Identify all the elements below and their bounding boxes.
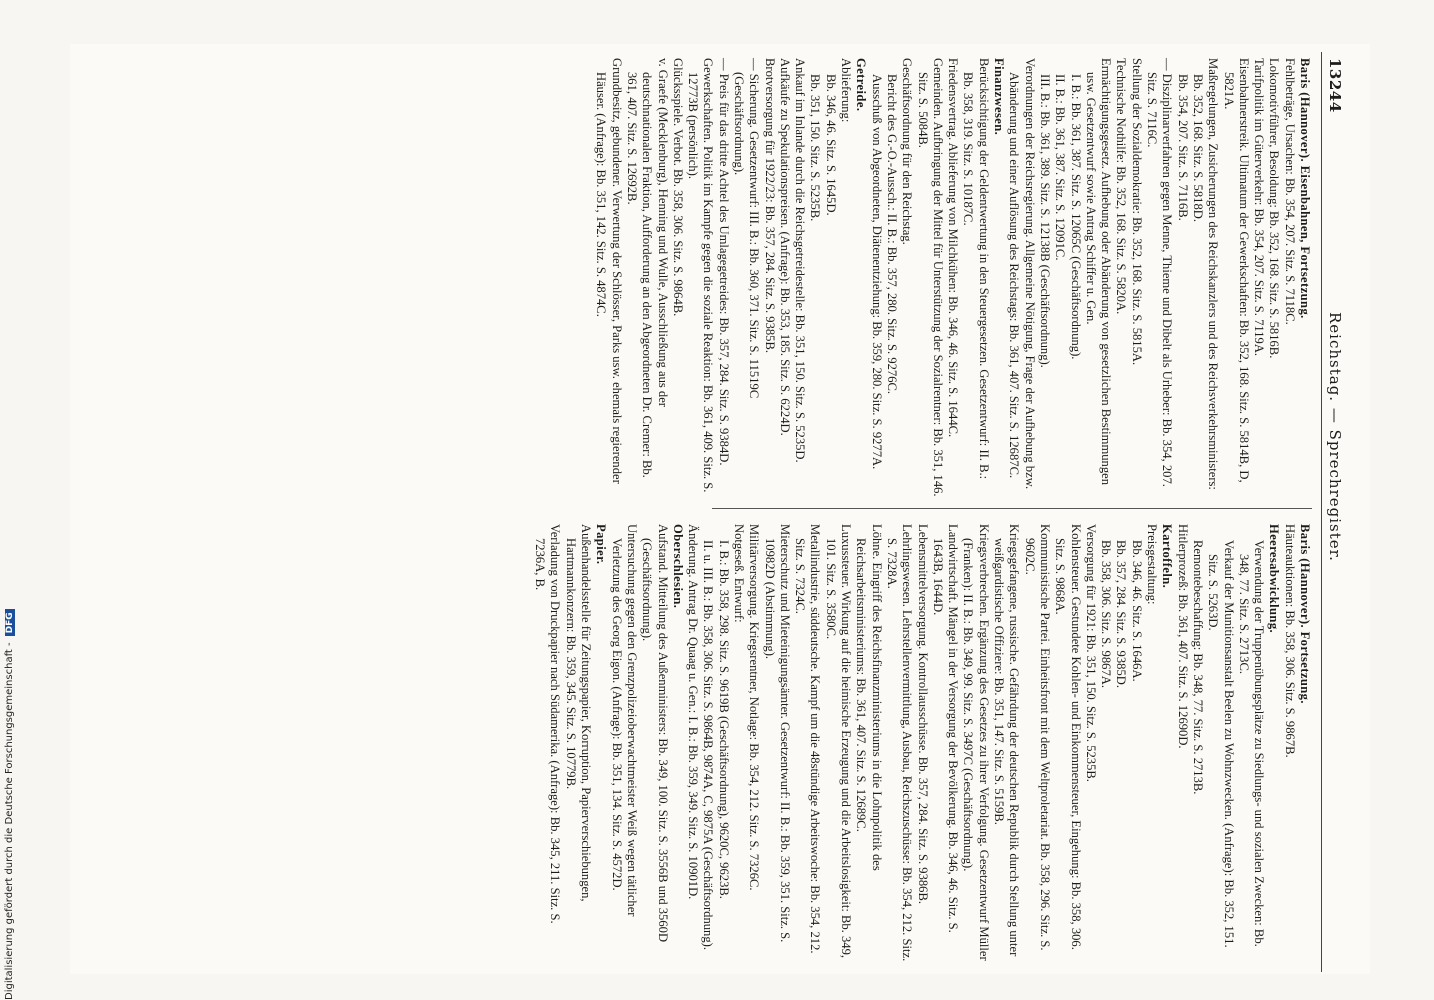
index-entry: Bb. 354, 207. Sitz. S. 7116B. — [1175, 74, 1190, 221]
index-heading: Papier. — [594, 524, 609, 565]
index-entry: Verkauf der Munitionsanstalt Beelen zu Wohnzwecken. (Anfrage): Bb. 352, 151. Sitz. S. 5263D. — [1206, 540, 1236, 948]
digitization-credit — [4, 400, 15, 1000]
index-entry: Kohlensteuer. Gestundete Kohlen- und Einkommensteuer, Eingehung: Bb. 358, 306. Sitz. S. 9868A. — [1053, 524, 1083, 950]
index-heading: Finanzwesen. — [992, 58, 1007, 136]
index-entry: — Preis für das dritte Achtel des Umlagegetreides: Bb. 357, 284. Sitz. S. 9384D. — [716, 58, 731, 466]
index-heading: Baris (Hannover). Fortsetzung. — [1298, 524, 1312, 704]
index-entry: Außenhandelsstelle für Zeitungspapier, Korruption, Papierverschiebungen, Hartmannkonzern: Bb. 359, 345. Sitz. S. 10779B. — [563, 524, 594, 902]
index-entry: Ablieferung: — [839, 58, 854, 123]
index-entry: Ankauf im Inlande durch die Reichsgetreidestelle: Bb. 351, 150. Sitz. S. 5235D. — [793, 58, 808, 463]
index-entry: Grundbesitz, gebundener. Verwertung der Schlösser, Parks usw. ehemals regierender Häuser. (Anfrage): Bb. 351, 142. Sitz. S. 4874C. — [594, 58, 624, 484]
index-entry: Löhne. Eingriff des Reichsfinanzministeriums in die Lohnpolitik des Reichsarbeitsministeriums: Bb. 361, 407. Sitz. S. 12689C. — [854, 524, 884, 871]
index-entry: Geschäftsordnung für den Reichstag. — [900, 58, 915, 245]
index-entry: Eisenbahnerstreik. Ultimatum der Gewerkschaften: Bb. 352, 168. Sitz. S. 5814B, D, 5821A. — [1221, 58, 1251, 483]
index-heading: Oberschlesien. — [670, 524, 685, 609]
index-entry: Häuteauktionen: Bb. 358, 306. Sitz. S. 9867B. — [1282, 524, 1297, 758]
index-entry: Gewerkschaften. Politik im Kampfe gegen die soziale Reaktion: Bb. 361, 409. Sitz. S. 12773B (persönlich). — [686, 58, 716, 493]
index-entry: — Sicherung. Gesetzentwurf: III. B.: Bb. 360, 371. Sitz. S. 11519C (Geschäftsordnung). — [732, 58, 762, 399]
index-entry: Bericht des G.-O.-Aussch.: II. B.: Bb. 357, 280. Sitz. S. 9276C. — [884, 74, 899, 395]
index-entry: Notgeseß. Entwurf: — [732, 524, 747, 623]
index-entry: Luxussteuer. Wirkung auf die heimische Erzeugung und die Arbeitslosigkeit: Bb. 349, 101. Sitz. S. 3580C. — [823, 524, 854, 959]
index-heading: Kartoffeln. — [1160, 524, 1175, 589]
right-column — [532, 524, 1312, 964]
index-entry: Brotversorgung für 1922/23: Bb. 357, 284. Sitz. S. 9385B. — [762, 58, 777, 354]
index-entry: Verordnungen der Reichsregierung. Allgemeine Nötigung, Frage der Aufhebung bzw. Abänderung und einer Auflösung des Reichstags: Bb. 361, 407. Sitz. S. 12687C. — [1007, 58, 1037, 490]
index-entry: III. B.: Bb. 361, 389. Sitz. S. 12138B (Geschäftsordnung). — [1037, 74, 1052, 368]
index-heading: Baris (Hannover). Eisenbahnen, Fortsetzung. — [1298, 58, 1312, 319]
index-entry: Stellung der Sozialdemokratie: Bb. 352, 168. Sitz. S. 5815A. — [1129, 58, 1144, 366]
index-entry: Bb. 346, 46. Sitz. S. 1645D. — [823, 74, 838, 216]
index-entry: Versorgung für 1921: Bb. 351, 150. Sitz. S. 5235B. — [1083, 524, 1098, 782]
index-entry: II. u. III. B.: Bb. 358, 306. Sitz. S. 9864B, 9874A, C, 9875A (Geschäftsordnung). — [701, 540, 716, 950]
index-entry: Bb. 357, 284. Sitz. S. 9385D. — [1114, 540, 1129, 688]
index-entry: Bb. 358, 306. Sitz. S. 9867A. — [1099, 540, 1114, 688]
index-entry: Bb. 351, 150. Sitz. S. 5235B. — [808, 74, 823, 222]
index-entry: Bb. 346, 46. Sitz. S. 1646A. — [1129, 540, 1144, 682]
index-heading: Getreide. — [854, 58, 869, 112]
index-entry: Ermächtigungsgesetz. Aufhebung oder Abänderung von gesetzlichen Bestimmungen usw. Gesetzentwurf sowie Antrag Schiffer u. Gen. — [1083, 58, 1114, 486]
index-heading: Heeresabwicklung. — [1267, 524, 1282, 634]
index-entry: Berücksichtigung der Geldentwertung in den Steuergesetzen. Gesetzentwurf: II. B.: Bb. 358, 319. Sitz. S. 10187C. — [961, 58, 991, 480]
index-entry: Ausschuß von Abgeordneten, Diätenentziehung: Bb. 359, 280. Sitz. S. 9277A. — [869, 74, 884, 470]
index-entry: Metallindustrie, süddeutsche. Kampf um die 48stündige Arbeitswoche: Bb. 354, 212. Sitz. S. 7324C. — [793, 524, 823, 954]
index-entry: Verladung von Druckpapier nach Südamerika. (Anfrage): Bb. 345, 211. Sitz. S. 7236A, B. — [533, 524, 563, 924]
index-entry: Untersuchung gegen den Grenzpolizeioberwachtmeister Weiß wegen tätlicher Verletzung des Georg Eigon. (Anfrage): Bb. 351, 134. Sitz. S. 4572D. — [609, 524, 639, 917]
index-entry: Lokomotivführer, Besoldung: Bb. 352, 168. Sitz. S. 5816B. — [1267, 58, 1282, 359]
index-entry: — Disziplinarverfahren gegen Menne, Thieme und Dibelt als Urheber: Bb. 354, 207. Sitz. S. 7116C. — [1145, 58, 1175, 487]
index-entry: Mieterschutz und Mieteinigungsämter. Gesetzentwurf: II. B.: Bb. 359, 351. Sitz. S. 10982D (Abstimmung). — [762, 524, 792, 943]
index-entry: Technische Nothilfe: Bb. 352, 168. Sitz. S. 5820A. — [1114, 58, 1129, 315]
index-entry: Verwendung der Truppenübungsplätze zu Siedlungs- und sozialen Zwecken: Bb. 348, 77. Sitz. S. 2713C. — [1236, 540, 1267, 947]
left-column — [593, 58, 1312, 498]
index-entry: Lehrlingswesen. Lehrstellenvermittlung, Ausbau, Reichszuschüsse: Bb. 354, 212. Sitz. S. 7328A. — [884, 524, 915, 962]
column-divider — [712, 508, 1312, 509]
index-entry: Gemeinden. Aufbringung der Mittel für Unterstützung der Sozialrentner: Bb. 351, 146. Sitz. S. 5084B. — [915, 58, 945, 497]
header-rule — [1321, 52, 1322, 972]
index-entry: Kriegsverbrechen. Ergänzung des Gesetzes zu ihrer Verfolgung. Gesetzentwurf Müller (Franken): II. B.: Bb. 349, 99. Sitz. S. 3497C (Geschäftsordnung). — [961, 524, 991, 961]
index-entry: Glücksspiele. Verbot. Bb. 358, 306. Sitz. S. 9864B. — [670, 58, 685, 317]
page-header — [1320, 52, 1346, 972]
index-entry: Aufstand. Mitteilung des Außenministers: Bb. 349, 100. Sitz. S. 3556B und 3560D (Geschäftsordnung). — [640, 524, 670, 943]
index-entry: Hitlerprozeß: Bb. 361, 407. Sitz. S. 12690D. — [1175, 524, 1190, 749]
index-entry: Fehlbeträge, Ursachen: Bb. 354, 207. Sitz. S. 7118C. — [1282, 58, 1297, 325]
credit-text: Digitalisierung gefördert durch die Deutsche Forschungsgemeinschaft - — [4, 642, 15, 1000]
index-entry: I. B.: Bb. 361, 387. Sitz. S. 12065C (Geschäftsordnung). — [1068, 74, 1083, 360]
index-entry: Kriegsgefangene, russische. Gefährdung der deutschen Republik durch Stellung unter weißgardistische Offiziere: Bb. 351, 147. Sitz. S. 5159B. — [992, 524, 1022, 957]
index-entry: v. Graefe (Mecklenburg), Henning und Wulle, Ausschließung aus der deutschnationalen Fraktion, Aufforderung an den Abgeordneten Dr. Cremer: Bb. 361, 407. Sitz. S. 12692B. — [624, 58, 670, 478]
index-entry: Änderung. Antrag Dr. Quaag u. Gen.: I. B.: Bb. 359, 349. Sitz. S. 10901D. — [686, 524, 701, 900]
running-title: Reichstag. — Sprechregister. — [1326, 312, 1344, 562]
rotated-page-content — [66, 52, 1346, 972]
index-entry: Kommunistische Partei. Einheitsfront mit dem Weltproletariat. Bb. 358, 296. Sitz. S. 9602C. — [1022, 524, 1052, 951]
index-entry: I. B.: Bb. 358, 298. Sitz. S. 9619B (Geschäftsordnung), 9620C, 9623B. — [716, 540, 731, 899]
index-entry: Maßregelungen, Zusicherungen des Reichskanzlers und des Reichsverkehrsministers: — [1206, 58, 1221, 490]
index-entry: Preisgestaltung: — [1145, 524, 1160, 605]
index-entry: II. B.: Bb. 361, 387. Sitz. S. 12091C. — [1053, 74, 1068, 261]
index-entry: Aufkäufe zu Spekulationspreisen. (Anfrage): Bb. 353, 185. Sitz. S. 6224D. — [777, 58, 792, 436]
index-entry: Bb. 352, 168. Sitz. S. 5818D. — [1190, 74, 1205, 222]
index-entry: Lebensmittelversorgung. Kontrollausschüsse. Bb. 357, 284. Sitz. S. 9386B. — [915, 524, 930, 905]
dfg-logo: DFG — [5, 609, 15, 636]
index-entry: Friedensvertrag. Ablieferung von Milchkühen: Bb. 346, 46. Sitz. S. 1644C. — [946, 58, 961, 438]
index-entry: Tarifpolitik im Güterverkehr: Bb. 354, 207. Sitz. S. 7119A. — [1252, 58, 1267, 357]
index-entry: Landwirtschaft. Mängel in der Versorgung der Bevölkerung. Bb. 346, 46. Sitz. S. 1643B, 1644D. — [930, 524, 961, 933]
index-entry: Militärversorgung. Kriegsrentner, Notlage: Bb. 354, 212. Sitz. S. 7326C. — [747, 524, 762, 891]
page-number: 13244 — [1326, 58, 1344, 113]
index-entry: Remontebeschaffung: Bb. 348, 77. Sitz. S. 2713B. — [1190, 540, 1205, 795]
